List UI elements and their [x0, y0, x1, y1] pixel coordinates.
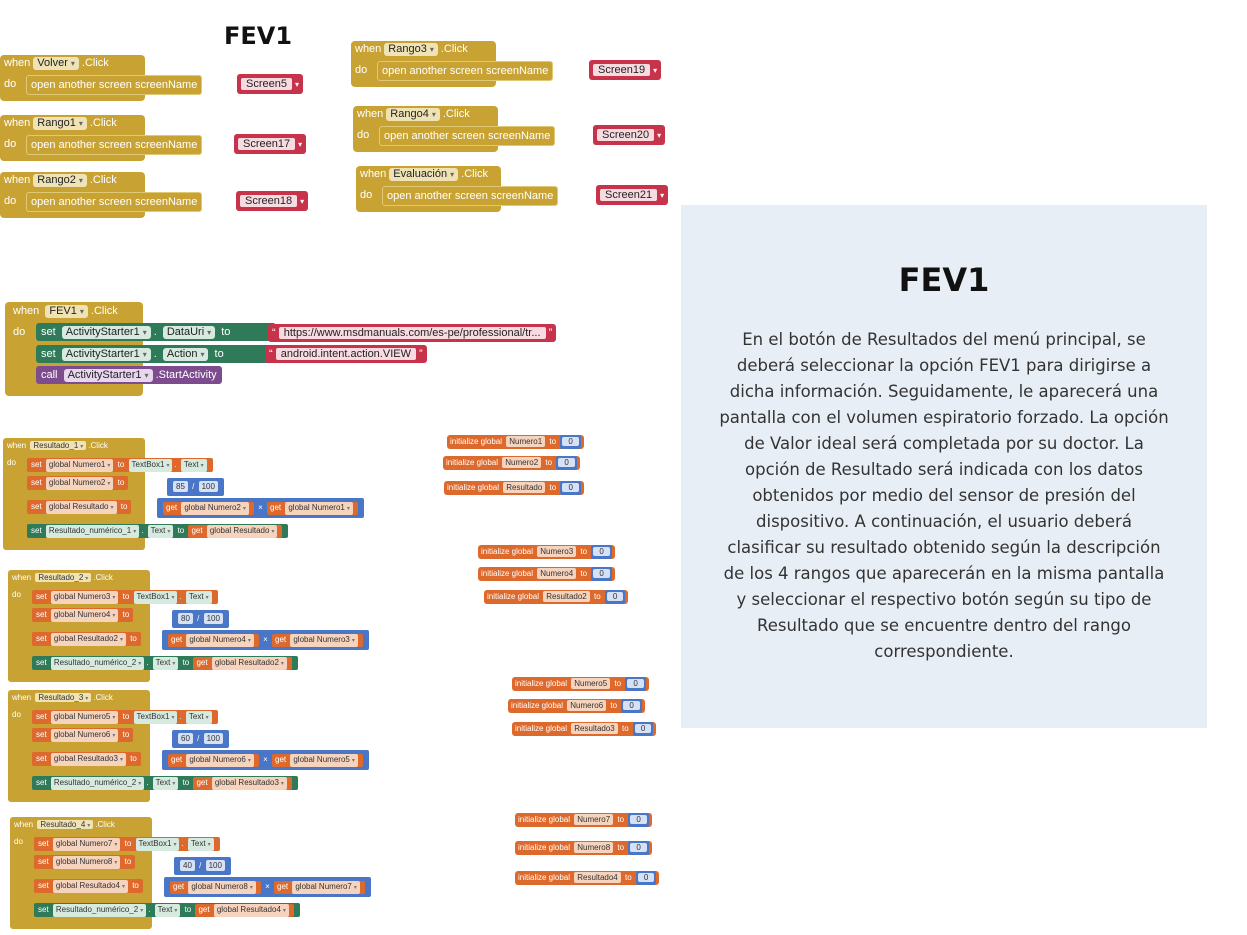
block-text: global Numero3	[293, 635, 350, 644]
block-text: 0	[630, 679, 640, 688]
block-text: .Click	[88, 441, 108, 450]
block-text: global Resultado	[48, 502, 109, 511]
component-dropdown[interactable]: Evaluación ▾	[389, 168, 458, 181]
block-text: get	[277, 882, 289, 891]
set-block[interactable]: set global Numero3 ▾ to TextBox1 ▾ . Text ▾	[32, 590, 218, 604]
block-text: ×	[265, 882, 270, 891]
block-text: .Click	[461, 168, 489, 180]
block-text: when	[4, 174, 31, 186]
block-text: get	[173, 882, 185, 891]
panel-title: FEV1	[898, 261, 990, 299]
block-text: ActivityStarter1	[67, 369, 142, 381]
block-text: set	[38, 839, 49, 848]
screen-name-block[interactable]: Screen17 ▾	[234, 134, 306, 154]
block-text: Resultado4	[577, 873, 618, 882]
block-text: set	[38, 905, 49, 914]
block-text: Resultado_3	[38, 693, 84, 702]
block-text: .Click	[89, 174, 117, 186]
block-text: to	[617, 815, 625, 824]
event-block-resultado-3[interactable]: when Resultado_3 ▾ .Click do	[8, 690, 150, 802]
block-text: Numero2	[505, 458, 539, 467]
block-text: when	[4, 57, 31, 69]
block-text: 0	[565, 483, 575, 492]
initialize-global-block[interactable]	[478, 545, 615, 559]
block-text: to	[549, 437, 557, 446]
block-text: Numero7	[577, 815, 611, 824]
block-text: set	[31, 460, 42, 469]
block-text: to	[593, 592, 601, 601]
block-text: .Click	[93, 573, 113, 582]
block-text: 0	[641, 873, 651, 882]
event-block-rango2[interactable]	[0, 172, 316, 218]
block-text: set	[36, 778, 47, 787]
block-text: to	[624, 873, 632, 882]
panel-text: En el botón de Resultados del menú principal, se deberá seleccionar la opción FEV1 para dirigirse a dicha información. Seguidamente, le aparecerá una pantalla con el volumen espiratorio forzado. La opción de Valor ideal será completada por su doctor. La opción de Resultado será indicada con los datos obtenidos por medio del sensor de presión del dispositivo. A continuación, el usuario deberá clasificar su resultado obtenido según la descripción de los 4 rangos que aparecerán en la misma pantalla y seleccionar el respectivo botón según su tipo de Resultado que se encuentre dentro del rango correspondiente.	[719, 330, 1169, 661]
block-text: Resultado_numérico_2	[53, 658, 137, 667]
set-block[interactable]: set global Numero1 ▾ to TextBox1 ▾ . Text ▾	[27, 458, 213, 472]
block-text: Screen19	[598, 64, 646, 76]
block-text: 0	[633, 815, 643, 824]
block-text: open another screen screenName	[382, 65, 549, 77]
block-text: global Numero1	[48, 460, 106, 469]
block-text: TextBox1	[131, 460, 165, 469]
block-text: get	[166, 503, 178, 512]
block-text: Text	[188, 712, 204, 721]
open-screen-block[interactable]	[379, 126, 555, 146]
block-text: to	[117, 460, 125, 469]
block-text: when	[13, 305, 40, 317]
block-text: Action	[166, 348, 198, 360]
block-text: Screen21	[605, 189, 653, 201]
screen-name-block[interactable]: Screen20 ▾	[593, 125, 665, 145]
block-text: set	[36, 658, 47, 667]
block-text: .Click	[95, 820, 115, 829]
block-text: initialize global	[481, 569, 534, 578]
initialize-global-block[interactable]	[447, 435, 584, 449]
block-text: to	[177, 526, 185, 535]
component-dropdown[interactable]: FEV1 ▾	[45, 305, 88, 318]
block-text: 0	[626, 701, 636, 710]
uri-text-block[interactable]: “ https://www.msdmanuals.com/es-pe/professional/tr... ”	[268, 324, 556, 342]
block-text: to	[117, 478, 125, 487]
block-text: do	[4, 195, 17, 207]
block-text: global Numero7	[55, 839, 113, 848]
block-text: .Click	[81, 57, 109, 69]
block-text: global Resultado3	[214, 778, 279, 787]
component-dropdown[interactable]: Rango2 ▾	[33, 174, 87, 187]
block-text: initialize global	[446, 458, 499, 467]
block-text: Rango4	[390, 108, 429, 120]
block-text: initialize global	[515, 679, 568, 688]
block-text: to	[580, 569, 588, 578]
block-text: ×	[263, 635, 268, 644]
event-block-rango3[interactable]	[351, 41, 669, 87]
block-text: to	[549, 483, 557, 492]
block-text: to	[184, 905, 192, 914]
block-text: 40	[183, 861, 192, 870]
block-text: to	[124, 839, 132, 848]
block-text: Rango1	[37, 117, 76, 129]
block-text: global Numero2	[48, 478, 106, 487]
block-text: ActivityStarter1	[65, 348, 140, 360]
block-text: global Numero4	[53, 610, 111, 619]
block-text: Numero6	[570, 701, 604, 710]
open-screen-block[interactable]	[377, 61, 553, 81]
block-text: to	[130, 634, 137, 643]
block-text: initialize global	[481, 547, 534, 556]
block-text: to	[124, 857, 132, 866]
block-text: Text	[190, 839, 206, 848]
block-text: TextBox1	[138, 839, 172, 848]
block-text: Rango2	[37, 174, 76, 186]
block-text: initialize global	[515, 724, 568, 733]
block-text: .Click	[442, 108, 470, 120]
block-text: global Resultado3	[53, 754, 118, 763]
block-text: to	[221, 326, 231, 338]
block-text: do	[4, 78, 17, 90]
block-text: Resultado_numérico_1	[48, 526, 132, 535]
block-text: set	[36, 754, 47, 763]
block-text: set	[36, 712, 47, 721]
initialize-global-block[interactable]	[515, 841, 652, 855]
component-dropdown[interactable]: Volver ▾	[33, 57, 79, 70]
block-text: ×	[258, 503, 263, 512]
event-block-resultado-1[interactable]: when Resultado_1 ▾ .Click do	[3, 438, 145, 550]
block-text: to	[614, 679, 622, 688]
block-text: global Resultado2	[214, 658, 279, 667]
block-text: 0	[610, 592, 620, 601]
block-text: Numero4	[540, 569, 574, 578]
set-block[interactable]: set Resultado_numérico_2 ▾ . Text ▾ to get global Resultado3 ▾	[32, 776, 298, 790]
block-text: Resultado_1	[33, 441, 79, 450]
block-text: 60	[181, 734, 190, 743]
multiply-block[interactable]: get global Numero6 ▾ × get global Numero5 ▾	[162, 750, 369, 770]
block-text: set	[31, 478, 42, 487]
page-title: FEV1	[224, 22, 293, 50]
block-text: Resultado_2	[38, 573, 84, 582]
initialize-global-block[interactable]	[512, 677, 649, 691]
set-block[interactable]: set Resultado_numérico_2 ▾ . Text ▾ to get global Resultado2 ▾	[32, 656, 298, 670]
set-block[interactable]: set global Numero6 ▾ to	[32, 728, 133, 742]
block-text: 0	[596, 569, 606, 578]
info-panel	[681, 205, 1207, 728]
screen-name-block[interactable]: Screen19 ▾	[589, 60, 661, 80]
block-text: do	[12, 590, 21, 599]
block-text: initialize global	[518, 843, 571, 852]
initialize-global-block[interactable]	[512, 722, 656, 736]
block-text: initialize global	[518, 815, 571, 824]
block-text: to	[122, 592, 130, 601]
block-text: open another screen screenName	[31, 139, 198, 151]
initialize-global-block[interactable]	[515, 813, 652, 827]
block-text: set	[41, 326, 56, 338]
block-text: global Numero8	[55, 857, 113, 866]
block-text: /	[197, 734, 200, 743]
block-text: initialize global	[450, 437, 503, 446]
block-text: do	[357, 129, 370, 141]
block-text: open another screen screenName	[31, 196, 198, 208]
block-text: Text	[155, 658, 171, 667]
block-text: .Click	[93, 693, 113, 702]
block-text: call	[41, 369, 58, 381]
block-text: set	[36, 730, 47, 739]
block-text: set	[41, 348, 56, 360]
block-text: .Click	[440, 43, 468, 55]
block-text: set	[38, 881, 49, 890]
block-text: to	[610, 701, 618, 710]
block-text: to	[122, 610, 130, 619]
block-text: when	[7, 441, 27, 450]
block-text: open another screen screenName	[387, 190, 554, 202]
block-text: to	[120, 502, 128, 511]
block-text: Screen17	[243, 138, 291, 150]
block-text: initialize global	[518, 873, 571, 882]
set-block[interactable]: set global Numero7 ▾ to TextBox1 ▾ . Text ▾	[34, 837, 220, 851]
block-text: open another screen screenName	[384, 130, 551, 142]
block-text: set	[36, 592, 47, 601]
block-text: Rango3	[388, 43, 427, 55]
block-text: initialize global	[511, 701, 564, 710]
set-datauri-block[interactable]: set ActivityStarter1 ▾ . DataUri ▾ to	[36, 323, 276, 341]
block-text: TextBox1	[136, 592, 170, 601]
set-block[interactable]: set Resultado_numérico_1 ▾ . Text ▾ to get global Resultado ▾	[27, 524, 288, 538]
block-text: global Numero1	[288, 503, 345, 512]
set-block[interactable]: set global Numero8 ▾ to	[34, 855, 135, 869]
block-text: 0	[565, 437, 575, 446]
event-block-evaluación[interactable]	[356, 166, 674, 212]
block-text: 0	[596, 547, 606, 556]
block-text: set	[31, 502, 42, 511]
open-screen-block[interactable]	[26, 192, 202, 212]
block-text: android.intent.action.VIEW	[280, 348, 411, 360]
set-block[interactable]: set global Numero4 ▾ to	[32, 608, 133, 622]
block-text: do	[4, 138, 17, 150]
open-screen-block[interactable]	[26, 75, 202, 95]
block-text: Resultado_numérico_2	[55, 905, 139, 914]
block-text: FEV1	[49, 305, 77, 317]
block-text: to	[621, 724, 629, 733]
block-text: when	[360, 168, 387, 180]
open-screen-block[interactable]	[26, 135, 202, 155]
block-text: ×	[263, 755, 268, 764]
block-text: ActivityStarter1	[65, 326, 140, 338]
block-text: get	[191, 526, 203, 535]
block-text: Evaluación	[393, 168, 448, 180]
block-text: set	[36, 610, 47, 619]
set-block[interactable]: set global Resultado2 ▾ to	[32, 632, 141, 646]
block-text: set	[31, 526, 42, 535]
block-text: TextBox1	[136, 712, 170, 721]
set-block[interactable]: set global Numero2 ▾ to	[27, 476, 128, 490]
division-block[interactable]	[172, 610, 229, 628]
block-text: Resultado_numérico_2	[53, 778, 137, 787]
set-block[interactable]: set Resultado_numérico_2 ▾ . Text ▾ to get global Resultado4 ▾	[34, 903, 300, 917]
block-text: do	[13, 326, 26, 338]
division-block[interactable]	[174, 857, 231, 875]
block-text: to	[122, 730, 130, 739]
set-block[interactable]: set global Resultado4 ▾ to	[34, 879, 143, 893]
block-text: Screen18	[245, 195, 293, 207]
set-block[interactable]: set global Resultado ▾ to	[27, 500, 131, 514]
block-text: global Resultado2	[53, 634, 118, 643]
open-screen-block[interactable]	[382, 186, 558, 206]
block-text: global Numero7	[295, 882, 352, 891]
block-text: open another screen screenName	[31, 79, 198, 91]
block-text: 0	[561, 458, 571, 467]
block-text: to	[182, 658, 190, 667]
call-startactivity-block[interactable]: call ActivityStarter1 ▾ .StartActivity	[36, 366, 222, 384]
block-text: https://www.msdmanuals.com/es-pe/professional/tr...	[283, 327, 541, 339]
block-text: Resultado3	[574, 724, 615, 733]
initialize-global-block[interactable]	[478, 567, 615, 581]
component-dropdown[interactable]: Rango3 ▾	[384, 43, 438, 56]
initialize-global-block[interactable]	[484, 590, 628, 604]
action-text-block[interactable]: “ android.intent.action.VIEW ”	[265, 345, 427, 363]
initialize-global-block[interactable]	[508, 699, 645, 713]
event-block-resultado-2[interactable]: when Resultado_2 ▾ .Click do	[8, 570, 150, 682]
block-text: when	[4, 117, 31, 129]
block-text: do	[7, 458, 16, 467]
block-text: 0	[638, 724, 648, 733]
block-text: initialize global	[487, 592, 540, 601]
screen-name-block[interactable]: Screen18 ▾	[236, 191, 308, 211]
block-text: Text	[155, 778, 171, 787]
block-text: Numero3	[540, 547, 574, 556]
division-block[interactable]	[167, 478, 224, 496]
block-text: /	[199, 861, 202, 870]
block-text: get	[171, 755, 183, 764]
block-text: 80	[181, 614, 190, 623]
block-text: Text	[150, 526, 166, 535]
block-text: global Numero5	[53, 712, 111, 721]
set-action-block[interactable]: set ActivityStarter1 ▾ . Action ▾ to	[36, 345, 276, 363]
initialize-global-block[interactable]	[444, 481, 584, 495]
event-block-volver[interactable]	[0, 55, 310, 101]
block-text: do	[355, 64, 368, 76]
block-text: global Resultado4	[216, 905, 281, 914]
block-text: global Resultado	[209, 526, 270, 535]
block-text: .Click	[90, 305, 118, 317]
block-text: when	[357, 108, 384, 120]
block-text: get	[196, 778, 208, 787]
block-text: Resultado_4	[40, 820, 86, 829]
screen-name-block[interactable]: Screen5 ▾	[237, 74, 303, 94]
block-text: Text	[188, 592, 204, 601]
block-text: Screen20	[602, 129, 650, 141]
block-text: global Numero8	[191, 882, 248, 891]
block-text: do	[360, 189, 373, 201]
multiply-block[interactable]: get global Numero2 ▾ × get global Numero1 ▾	[157, 498, 364, 518]
block-text: 100	[208, 861, 222, 870]
block-text: .Click	[89, 117, 117, 129]
block-text: global Numero6	[189, 755, 246, 764]
initialize-global-block[interactable]	[443, 456, 580, 470]
initialize-global-block[interactable]	[515, 871, 659, 885]
block-text: get	[198, 905, 210, 914]
block-text: set	[36, 634, 47, 643]
block-text: .StartActivity	[155, 369, 217, 381]
block-text: 85	[176, 482, 185, 491]
block-text: Screen5	[246, 78, 287, 90]
block-text: global Numero5	[293, 755, 350, 764]
block-text: when	[14, 820, 34, 829]
block-text: get	[171, 635, 183, 644]
block-text: 100	[206, 734, 220, 743]
block-text: Volver	[37, 57, 68, 69]
block-text: Numero1	[509, 437, 543, 446]
block-text: when	[12, 573, 32, 582]
screen-name-block[interactable]: Screen21 ▾	[596, 185, 668, 205]
block-text: /	[197, 614, 200, 623]
block-text: global Resultado4	[55, 881, 120, 890]
block-text: to	[132, 881, 139, 890]
block-text: Numero8	[577, 843, 611, 852]
multiply-block[interactable]: get global Numero8 ▾ × get global Numero7 ▾	[164, 877, 371, 897]
block-text: get	[270, 503, 282, 512]
block-text: when	[355, 43, 382, 55]
event-block-rango4[interactable]	[353, 106, 671, 152]
block-text: Resultado	[506, 483, 543, 492]
set-block[interactable]: set global Numero5 ▾ to TextBox1 ▾ . Text ▾	[32, 710, 218, 724]
block-text: Text	[157, 905, 173, 914]
multiply-block[interactable]: get global Numero4 ▾ × get global Numero3 ▾	[162, 630, 369, 650]
division-block[interactable]	[172, 730, 229, 748]
block-text: set	[38, 857, 49, 866]
block-text: global Numero3	[53, 592, 111, 601]
block-text: get	[275, 635, 287, 644]
block-text: to	[580, 547, 588, 556]
component-dropdown[interactable]: Rango1 ▾	[33, 117, 87, 130]
block-text: Text	[183, 460, 199, 469]
block-text: do	[12, 710, 21, 719]
block-text: to	[130, 754, 137, 763]
block-text: global Numero4	[189, 635, 246, 644]
event-block-rango1[interactable]	[0, 115, 314, 161]
component-dropdown[interactable]: Rango4 ▾	[386, 108, 440, 121]
set-block[interactable]: set global Resultado3 ▾ to	[32, 752, 141, 766]
event-block-resultado-4[interactable]: when Resultado_4 ▾ .Click do	[10, 817, 152, 929]
block-text: get	[275, 755, 287, 764]
block-text: /	[192, 482, 195, 491]
block-text: when	[12, 693, 32, 702]
block-text: do	[14, 837, 23, 846]
block-text: get	[196, 658, 208, 667]
block-text: to	[617, 843, 625, 852]
block-text: to	[214, 348, 224, 360]
block-text: DataUri	[166, 326, 205, 338]
block-text: initialize global	[447, 483, 500, 492]
block-text: 100	[206, 614, 220, 623]
block-text: global Numero6	[53, 730, 111, 739]
block-text: to	[182, 778, 190, 787]
block-text: Numero5	[574, 679, 608, 688]
block-text: to	[122, 712, 130, 721]
block-text: global Numero2	[184, 503, 241, 512]
block-text: 100	[201, 482, 215, 491]
block-text: 0	[633, 843, 643, 852]
block-text: Resultado2	[546, 592, 587, 601]
block-text: to	[545, 458, 553, 467]
